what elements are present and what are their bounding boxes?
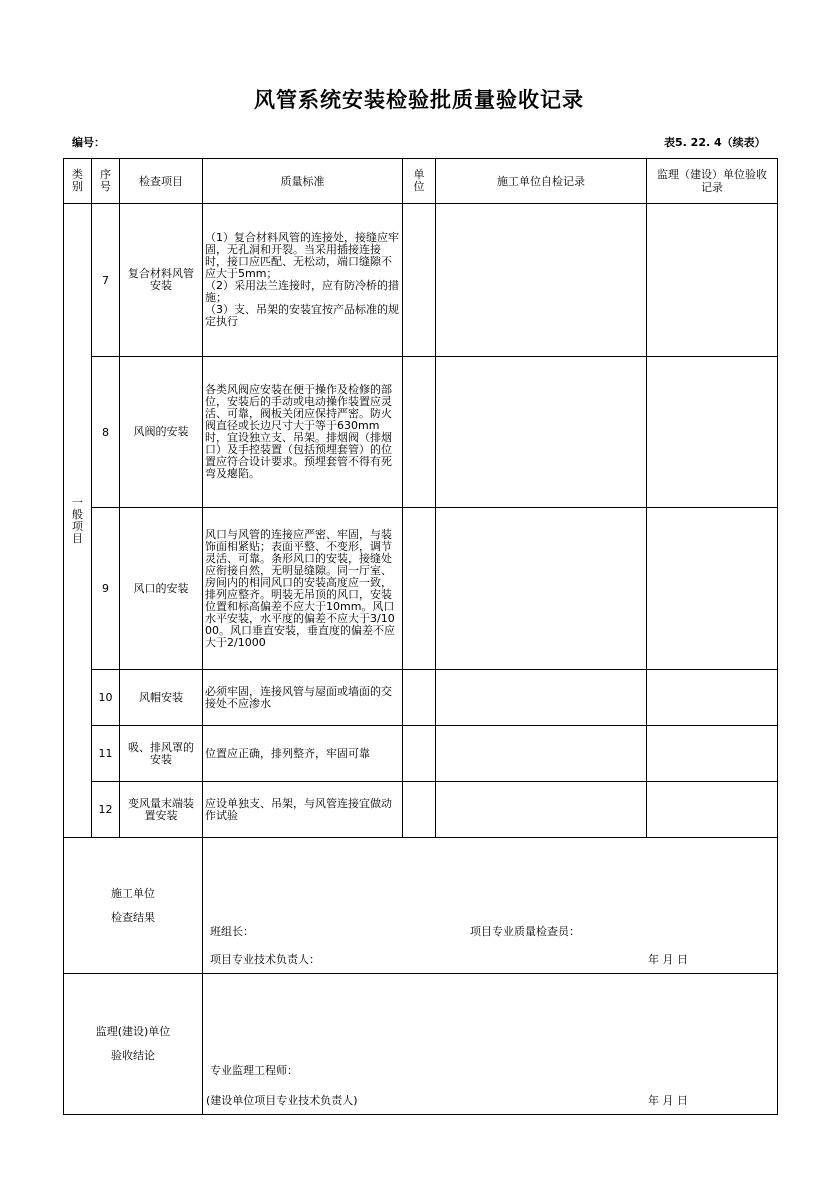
owner-tech-lead-label: (建设单位项目专业技术负责人) — [206, 1094, 358, 1107]
supervision-conclusion-label: 监理(建设)单位 验收结论 — [64, 974, 203, 1115]
header-self-check: 施工单位自检记录 — [436, 159, 647, 204]
row-unit[interactable] — [403, 508, 436, 670]
row-no: 7 — [92, 204, 120, 357]
header-unit: 单位 — [403, 159, 436, 204]
date-label: 年 月 日 — [648, 1094, 688, 1107]
row-self-check[interactable] — [436, 782, 647, 838]
row-unit[interactable] — [403, 357, 436, 508]
row-item: 复合材料风管安装 — [120, 204, 203, 357]
header-supervision: 监理（建设）单位验收记录 — [647, 159, 778, 204]
header-item: 检查项目 — [120, 159, 203, 204]
page-title: 风管系统安装检验批质量验收记录 — [254, 88, 584, 112]
table-row — [64, 782, 778, 838]
inspection-table — [63, 158, 778, 1115]
row-no: 9 — [92, 508, 120, 670]
tech-lead-label: 项目专业技术负责人： — [210, 953, 320, 966]
row-item: 吸、排风罩的安装 — [120, 726, 203, 782]
row-self-check[interactable] — [436, 204, 647, 357]
header-row — [64, 159, 778, 204]
row-no: 11 — [92, 726, 120, 782]
row-item: 变风量末端装置安装 — [120, 782, 203, 838]
row-unit[interactable] — [403, 726, 436, 782]
row-self-check[interactable] — [436, 508, 647, 670]
header-standard: 质量标准 — [203, 159, 403, 204]
row-standard: （1）复合材料风管的连接处，接缝应牢固，无孔洞和开裂。当采用插接连接时，接口应匹配、无松动，端口缝隙不应大于5mm； （2）采用法兰连接时，应有防冷桥的措施； （3）支、吊架的安装宜按产品标准的规定执行 — [203, 204, 403, 357]
row-item: 风口的安装 — [120, 508, 203, 670]
team-leader-label: 班组长： — [210, 925, 254, 938]
row-item: 风阀的安装 — [120, 357, 203, 508]
date-label: 年 月 日 — [648, 953, 688, 966]
row-supervision[interactable] — [647, 508, 778, 670]
construction-result-signature[interactable] — [203, 838, 778, 974]
row-supervision[interactable] — [647, 357, 778, 508]
table-row — [64, 670, 778, 726]
table-row — [64, 726, 778, 782]
row-unit[interactable] — [403, 782, 436, 838]
header-category: 类别 — [64, 159, 92, 204]
row-item: 风帽安装 — [120, 670, 203, 726]
construction-result-row — [64, 838, 778, 974]
construction-result-label: 施工单位 检查结果 — [64, 838, 203, 974]
row-self-check[interactable] — [436, 726, 647, 782]
table-row — [64, 204, 778, 357]
supervision-engineer-label: 专业监理工程师： — [210, 1064, 298, 1077]
table-row — [64, 357, 778, 508]
row-self-check[interactable] — [436, 670, 647, 726]
row-supervision[interactable] — [647, 726, 778, 782]
supervision-conclusion-signature[interactable] — [203, 974, 778, 1115]
record-number-label: 编号： — [72, 136, 105, 149]
table-code: 表5. 22. 4（续表） — [664, 136, 766, 149]
row-no: 10 — [92, 670, 120, 726]
row-standard: 风口与风管的连接应严密、牢固，与装饰面相紧贴；表面平整、不变形，调节灵活、可靠。条形风口的安装，接缝处应衔接自然，无明显缝隙。同一厅室、房间内的相同风口的安装高度应一致，排列应整齐。明装无吊顶的风口，安装位置和标高偏差不应大于10mm。风口水平安装，水平度的偏差不应大于3/1000。风口垂直安装，垂直度的偏差不应大于2/1000 — [203, 508, 403, 670]
row-no: 8 — [92, 357, 120, 508]
category-general: 一般项目 — [64, 204, 92, 838]
row-supervision[interactable] — [647, 670, 778, 726]
row-standard: 必须牢固，连接风管与屋面或墙面的交接处不应渗水 — [203, 670, 403, 726]
row-supervision[interactable] — [647, 782, 778, 838]
supervision-conclusion-row — [64, 974, 778, 1115]
row-standard: 位置应正确，排列整齐，牢固可靠 — [203, 726, 403, 782]
row-standard: 应设单独支、吊架，与风管连接宜做动作试验 — [203, 782, 403, 838]
row-unit[interactable] — [403, 204, 436, 357]
row-unit[interactable] — [403, 670, 436, 726]
quality-inspector-label: 项目专业质量检查员： — [470, 925, 580, 938]
row-no: 12 — [92, 782, 120, 838]
row-standard: 各类风阀应安装在便于操作及检修的部位，安装后的手动或电动操作装置应灵活、可靠，阀板关闭应保持严密。防火阀直径或长边尺寸大于等于630mm时，宜设独立支、吊架。排烟阀（排烟口）及手控装置（包括预埋套管）的位置应符合设计要求。预埋套管不得有死弯及瘪陷。 — [203, 357, 403, 508]
header-seq: 序号 — [92, 159, 120, 204]
table-row — [64, 508, 778, 670]
row-supervision[interactable] — [647, 204, 778, 357]
row-self-check[interactable] — [436, 357, 647, 508]
